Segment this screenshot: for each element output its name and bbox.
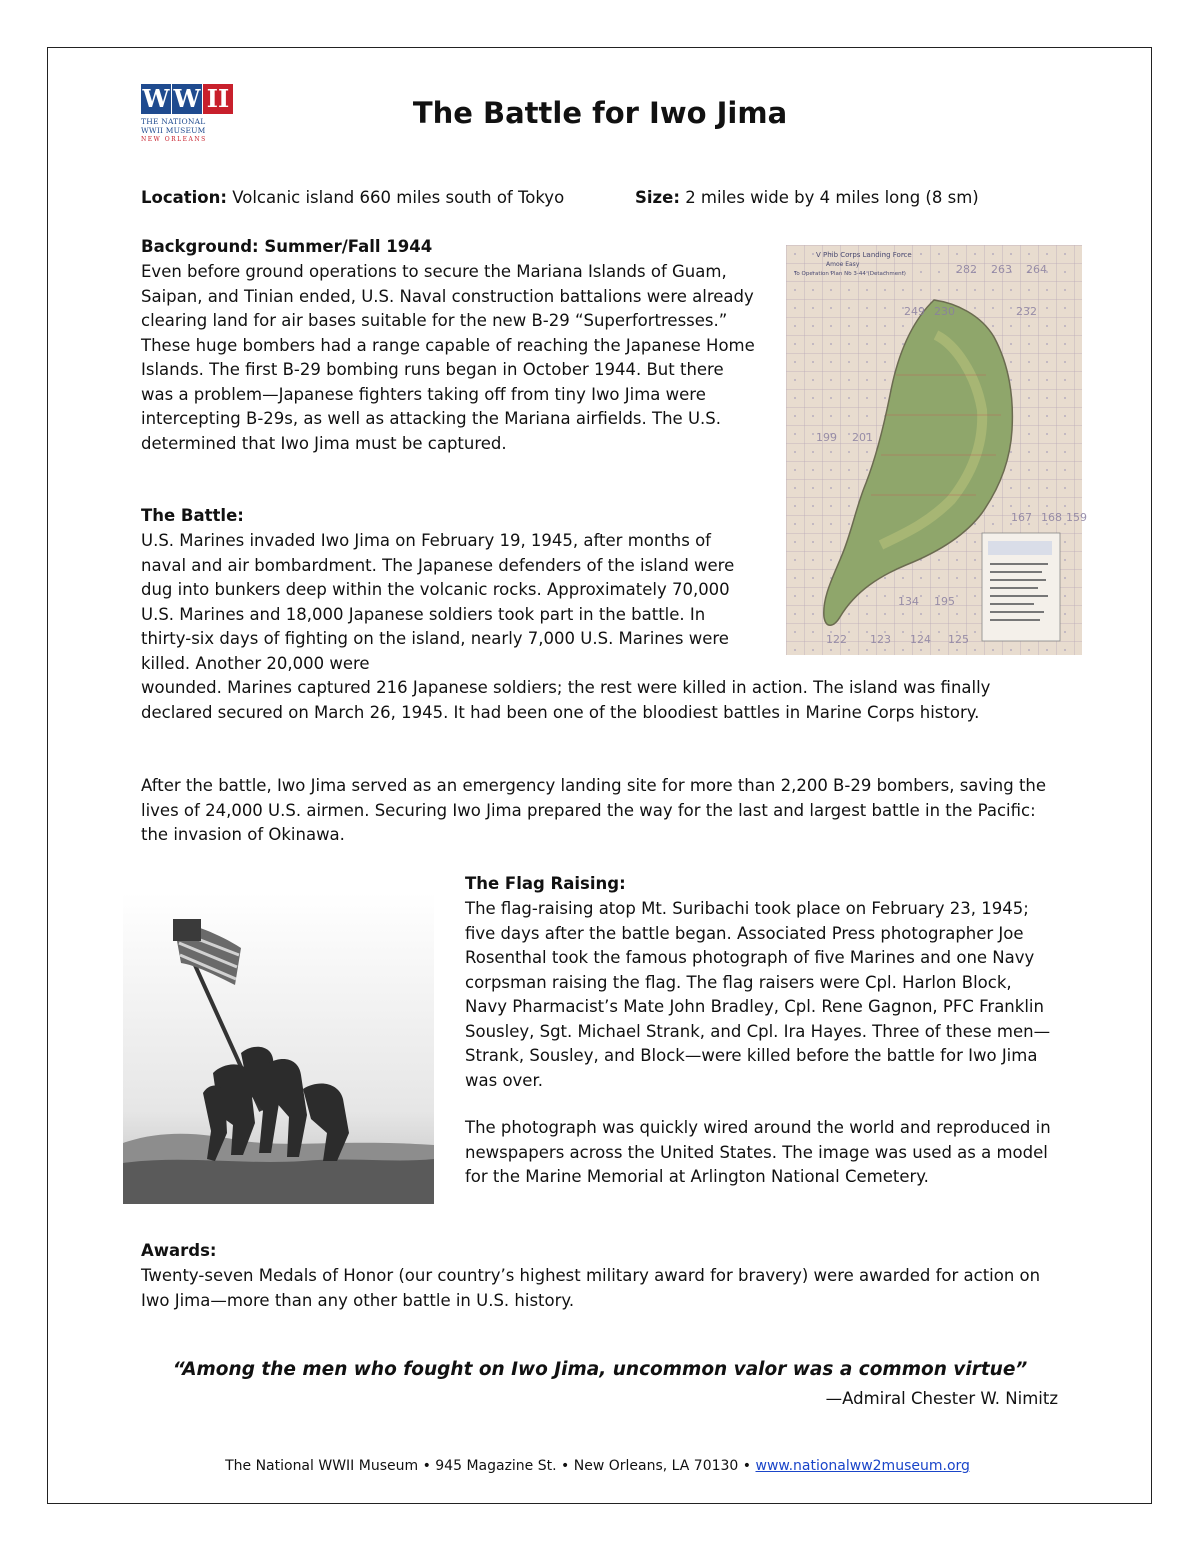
flag-raising-photo bbox=[123, 893, 434, 1204]
size-line bbox=[635, 188, 979, 207]
flag-raising-heading: The Flag Raising: bbox=[465, 874, 626, 893]
location-line bbox=[141, 188, 564, 207]
grid-123: 123 bbox=[870, 633, 891, 646]
logo-letter-w1: W bbox=[142, 84, 170, 113]
museum-logo bbox=[141, 84, 236, 152]
logo-text bbox=[141, 117, 236, 144]
logo-letter-w2: W bbox=[173, 84, 201, 113]
grid-230: 230 bbox=[934, 305, 955, 318]
after-battle-text: After the battle, Iwo Jima served as an emergency landing site for more than 2,200 B-29 bombers, saving the lives of 24,000 U.S. airmen. Securing Iwo Jima prepared the way for the last and largest battle in the Pacific: the invasion of Okinawa. bbox=[141, 776, 1047, 844]
photo-image bbox=[123, 893, 434, 1204]
map-caption-1: V Phib Corps Landing Force bbox=[816, 251, 912, 259]
logo-line3: NEW ORLEANS bbox=[141, 136, 207, 143]
size-value: 2 miles wide by 4 miles long (8 sm) bbox=[685, 188, 979, 207]
grid-249: 249 bbox=[904, 305, 925, 318]
page-title: The Battle for Iwo Jima bbox=[412, 96, 788, 130]
logo-letter-ii: II bbox=[203, 84, 233, 114]
grid-134: 134 bbox=[898, 595, 919, 608]
grid-282-top: 282 bbox=[956, 263, 977, 276]
logo-mark bbox=[141, 84, 236, 114]
background-text: Even before ground operations to secure the Mariana Islands of Guam, Saipan, and Tinian ended, U.S. Naval construction battalions were already clearing land for air bases suitable for the new B-29 “Superfortresses.” These huge bombers had a range capable of reaching the Japanese Home Islands. The first B-29 bombing runs began in October 1944. But there was a problem—Japanese fighters taking off from tiny Iwo Jima were intercepting B-29s, as well as attacking the Mariana airfields. The U.S. determined that Iwo Jima must be captured. bbox=[141, 262, 755, 453]
grid-263: 263 bbox=[991, 263, 1012, 276]
flag-raising-text: The flag-raising atop Mt. Suribachi took place on February 23, 1945; five days after the battle began. Associated Press photographer Joe Rosenthal took the famous photograph of five Marines and one Navy corpsman raising the flag. The flag raisers were Cpl. Harlon Block, Navy Pharmacist’s Mate John Bradley, Cpl. Rene Gagnon, PFC Franklin Sousley, Sgt. Michael Strank, and Cpl. Ira Hayes. Three of these men—Strank, Sousley, and Block—were killed before the battle for Iwo Jima was over. bbox=[465, 899, 1051, 1090]
background-heading: Background: Summer/Fall 1944 bbox=[141, 237, 433, 256]
awards-text: Twenty-seven Medals of Honor (our country’s highest military award for bravery) were awarded for action on Iwo Jima—more than any other battle in U.S. history. bbox=[141, 1266, 1041, 1310]
grid-167: 167 bbox=[1011, 511, 1032, 524]
logo-line1: THE NATIONAL bbox=[141, 117, 206, 126]
battle-text-narrow: U.S. Marines invaded Iwo Jima on February 19, 1945, after months of naval and air bombardment. The Japanese defenders of the island were dug into bunkers deep within the volcanic rocks. Approximately 70,000 U.S. Marines and 18,000 Japanese soldiers took part in the battle. In thirty-six days of fighting on the island, nearly 7,000 U.S. Marines were killed. Another 20,000 were bbox=[141, 531, 735, 673]
location-value: Volcanic island 660 miles south of Tokyo bbox=[232, 188, 565, 207]
grid-195: 195 bbox=[934, 595, 955, 608]
awards-heading: Awards: bbox=[141, 1241, 217, 1260]
battle-heading: The Battle: bbox=[141, 506, 244, 525]
logo-line2: WWII MUSEUM bbox=[141, 126, 206, 135]
grid-159: 159 bbox=[1066, 511, 1087, 524]
grid-122: 122 bbox=[826, 633, 847, 646]
grid-199: 199 bbox=[816, 431, 837, 444]
grid-125: 125 bbox=[948, 633, 969, 646]
map-image bbox=[786, 245, 1087, 655]
footer-address: The National WWII Museum • 945 Magazine St. • New Orleans, LA 70130 • bbox=[225, 1458, 756, 1474]
grid-201: 201 bbox=[852, 431, 873, 444]
grid-168: 168 bbox=[1041, 511, 1062, 524]
footer bbox=[0, 1458, 1195, 1474]
grid-232: 232 bbox=[1016, 305, 1037, 318]
iwo-jima-map bbox=[786, 245, 1087, 655]
quote-attribution: —Admiral Chester W. Nimitz bbox=[825, 1389, 1058, 1408]
battle-text-wide: wounded. Marines captured 216 Japanese soldiers; the rest were killed in action. The island was finally declared secured on March 26, 1945. It had been one of the bloodiest battles in Marine Corps history. bbox=[141, 678, 991, 722]
map-caption-3: To Operation Plan No 3-44 (Detachment) bbox=[794, 271, 906, 277]
map-caption-2: Amoe Easy bbox=[826, 261, 860, 268]
location-label: Location: bbox=[141, 188, 227, 207]
grid-124: 124 bbox=[910, 633, 931, 646]
nimitz-quote: “Among the men who fought on Iwo Jima, uncommon valor was a common virtue” bbox=[172, 1359, 1028, 1380]
grid-264: 264 bbox=[1026, 263, 1047, 276]
photograph-text: The photograph was quickly wired around the world and reproduced in newspapers across the United States. The image was used as a model for the Marine Memorial at Arlington National Cemetery. bbox=[465, 1118, 1051, 1186]
museum-website-link[interactable]: www.nationalww2museum.org bbox=[755, 1458, 970, 1474]
size-label: Size: bbox=[635, 188, 680, 207]
